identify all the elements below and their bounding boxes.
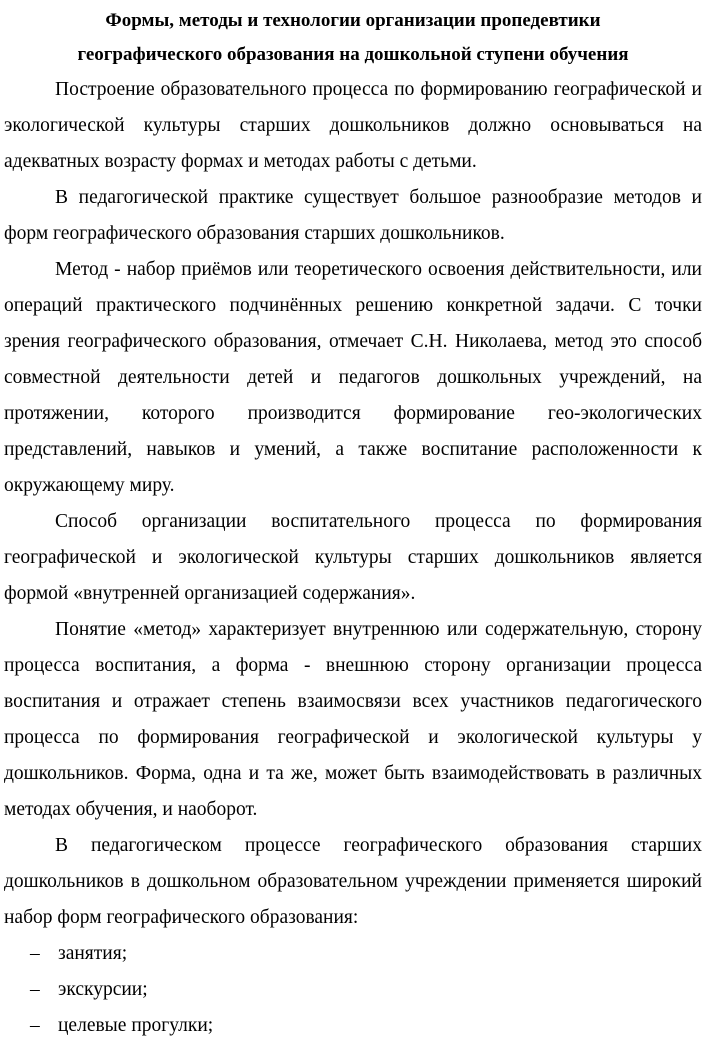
paragraph-4: Способ организации воспитательного процесса по формирования географической и экологической культуры старших дошкольников является формой «внутренней организацией содержания». [4,511,702,604]
list-bullet: – [30,979,40,1000]
list-item-text: целевые прогулки; [58,1015,214,1036]
list-bullet: – [30,1015,40,1036]
paragraph-1: Построение образовательного процесса по формированию географической и экологической культуры старших дошкольников должно основываться на адекватных возрасту формах и методах работы с детьми. [4,79,702,172]
list-bullet: – [30,943,40,964]
list-item [4,1008,702,1044]
list-item [4,972,702,1008]
paragraph-6: В педагогическом процессе географического образования старших дошкольников в дошкольном образовательном учреждении применяется широкий набор форм географического образования: [4,835,702,928]
paragraph-2: В педагогической практике существует большое разнообразие методов и форм географического образования старших дошкольников. [4,187,702,244]
paragraph-5: Понятие «метод» характеризует внутреннюю или содержательную, сторону процесса воспитания, а форма - внешнюю сторону организации процесса воспитания и отражает степень взаимосвязи всех участников педагогического процесса по формирования географической и экологической культуры у дошкольников. Форма, одна и та же, может быть взаимодействовать в различных методах обучения, и наоборот. [4,619,702,820]
list-item-text: занятия; [58,943,128,964]
forms-list [4,936,702,1044]
list-item [4,936,702,972]
document-title [4,4,702,72]
title-line-2: географического образования на дошкольной ступени обучения [77,44,629,65]
list-item-text: экскурсии; [58,979,148,1000]
document-page [4,4,702,1044]
paragraph-3: Метод - набор приёмов или теоретического освоения действительности, или операций практического подчинённых решению конкретной задачи. С точки зрения географического образования, отмечает С.Н. Николаева, метод это способ совместной деятельности детей и педагогов дошкольных учреждений, на протяжении, которого производится формирование гео-экологических представлений, навыков и умений, а также воспитание расположенности к окружающему миру. [4,259,702,496]
title-line-1: Формы, методы и технологии организации пропедевтики [105,10,601,31]
